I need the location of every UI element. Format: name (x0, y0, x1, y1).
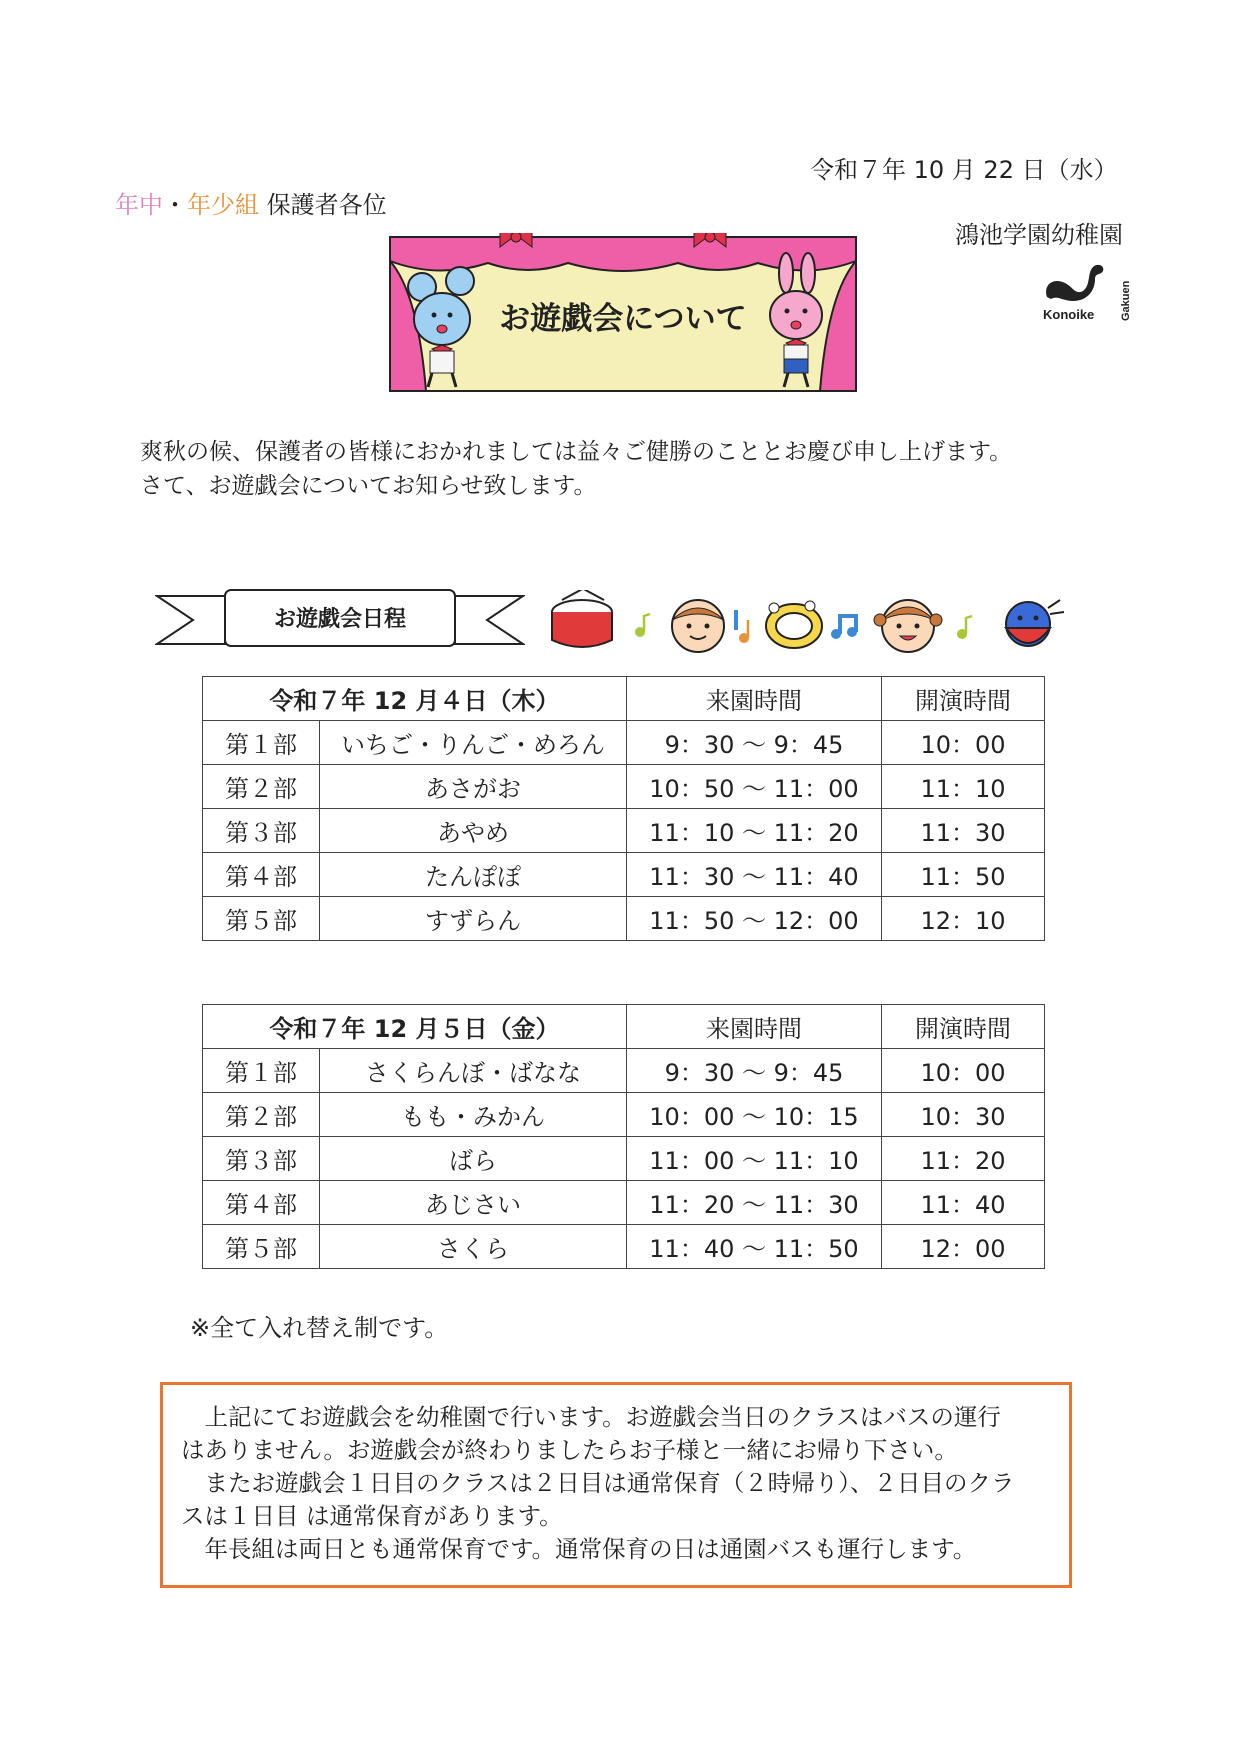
table-header-row (203, 677, 1045, 721)
arrival-cell: 11：00 ～ 11：10 (627, 1137, 882, 1181)
class-cell: さくらんぼ・ばなな (320, 1049, 627, 1093)
start-cell: 11：40 (882, 1181, 1045, 1225)
music-note-icon (635, 614, 650, 637)
greeting (140, 435, 1012, 503)
part-cell: 第５部 (203, 897, 320, 941)
banner-title: お遊戯会について (499, 301, 747, 337)
notice-line: スは１日目 は通常保育があります。 (181, 1502, 563, 1530)
part-cell: 第４部 (203, 1181, 320, 1225)
table-row (203, 853, 1045, 897)
class-cell: すずらん (320, 897, 627, 941)
part-cell: 第３部 (203, 1137, 320, 1181)
tambourine-icon (766, 601, 822, 648)
addressee-class-nensho: 年少組 (187, 191, 259, 219)
start-cell: 11：20 (882, 1137, 1045, 1181)
table-date-header: 令和７年 12 月４日（木） (203, 677, 627, 721)
drum-icon (552, 590, 612, 647)
table-row (203, 1181, 1045, 1225)
notice-line: はありません。お遊戯会が終わりましたらお子様と一緒にお帰り下さい。 (181, 1436, 958, 1464)
addressee-separator: ・ (163, 191, 187, 219)
table-date-header: 令和７年 12 月５日（金） (203, 1005, 627, 1049)
arrival-cell: 11：10 ～ 11：20 (627, 809, 882, 853)
decoration-strip (548, 590, 1100, 658)
arrival-cell: 9：30 ～ 9：45 (627, 1049, 882, 1093)
arrival-cell: 11：30 ～ 11：40 (627, 853, 882, 897)
schedule-table-day2 (202, 1004, 1045, 1269)
part-cell: 第１部 (203, 721, 320, 765)
class-cell: あやめ (320, 809, 627, 853)
logo-text-gakuen: Gakuen (1120, 280, 1132, 321)
music-note-icon (957, 616, 972, 639)
arrival-cell: 10：50 ～ 11：00 (627, 765, 882, 809)
table-row (203, 765, 1045, 809)
part-cell: 第１部 (203, 1049, 320, 1093)
class-cell: たんぽぽ (320, 853, 627, 897)
table-row (203, 721, 1045, 765)
rotation-note: ※全て入れ替え制です。 (190, 1314, 449, 1342)
document-date: 令和７年 10 月 22 日（水） (810, 156, 1118, 184)
class-cell: あさがお (320, 765, 627, 809)
part-cell: 第２部 (203, 1093, 320, 1137)
start-cell: 11：10 (882, 765, 1045, 809)
swan-logo-mark (1046, 265, 1103, 301)
class-cell: ばら (320, 1137, 627, 1181)
arrival-cell: 10：00 ～ 10：15 (627, 1093, 882, 1137)
boy-face-icon (672, 600, 724, 652)
class-cell: いちご・りんご・めろん (320, 721, 627, 765)
notice-line: 上記にてお遊戯会を幼稚園で行います。お遊戯会当日のクラスはバスの運行 (181, 1403, 1001, 1431)
addressee-class-nenchu: 年中 (115, 191, 163, 219)
schedule-heading-ribbon (155, 588, 525, 654)
table-row (203, 1137, 1045, 1181)
part-cell: 第５部 (203, 1225, 320, 1269)
class-cell: あじさい (320, 1181, 627, 1225)
start-cell: 11：30 (882, 809, 1045, 853)
arrival-cell: 11：40 ～ 11：50 (627, 1225, 882, 1269)
notice-box (160, 1382, 1072, 1588)
school-name: 鴻池学園幼稚園 (955, 221, 1123, 249)
start-cell: 10：00 (882, 1049, 1045, 1093)
class-cell: さくら (320, 1225, 627, 1269)
girl-face-icon (874, 600, 942, 652)
school-logo (1035, 255, 1135, 325)
arrival-time-header: 来園時間 (627, 1005, 882, 1049)
title-banner (388, 233, 858, 395)
notice-line: 年長組は両日とも通常保育です。通常保育の日は通園バスも運行します。 (181, 1535, 977, 1563)
arrival-cell: 11：20 ～ 11：30 (627, 1181, 882, 1225)
castanet-icon (1006, 600, 1064, 646)
start-time-header: 開演時間 (882, 1005, 1045, 1049)
schedule-heading: お遊戯会日程 (273, 607, 407, 632)
class-cell: もも・みかん (320, 1093, 627, 1137)
table-row (203, 1225, 1045, 1269)
table-row (203, 897, 1045, 941)
greeting-line: さて、お遊戯会についてお知らせ致します。 (140, 473, 597, 499)
table-row (203, 1049, 1045, 1093)
part-cell: 第３部 (203, 809, 320, 853)
start-cell: 11：50 (882, 853, 1045, 897)
arrival-cell: 9：30 ～ 9：45 (627, 721, 882, 765)
music-note-icon (831, 614, 858, 639)
greeting-line: 爽秋の候、保護者の皆様におかれましては益々ご健勝のこととお慶び申し上げます。 (140, 439, 1013, 465)
addressee-guardians: 保護者各位 (266, 191, 387, 219)
notice-line: またお遊戯会１日目のクラスは２日目は通常保育（２時帰り）、２日目のクラ (181, 1469, 1015, 1497)
table-header-row (203, 1005, 1045, 1049)
start-cell: 12：10 (882, 897, 1045, 941)
arrival-cell: 11：50 ～ 12：00 (627, 897, 882, 941)
start-cell: 10：30 (882, 1093, 1045, 1137)
start-cell: 10：00 (882, 721, 1045, 765)
part-cell: 第４部 (203, 853, 320, 897)
schedule-table-day1 (202, 676, 1045, 941)
arrival-time-header: 来園時間 (627, 677, 882, 721)
start-time-header: 開演時間 (882, 677, 1045, 721)
addressee (115, 185, 387, 220)
logo-text-konoike: Konoike (1043, 307, 1095, 322)
start-cell: 12：00 (882, 1225, 1045, 1269)
table-row (203, 1093, 1045, 1137)
part-cell: 第２部 (203, 765, 320, 809)
table-row (203, 809, 1045, 853)
music-note-icon (734, 610, 749, 643)
